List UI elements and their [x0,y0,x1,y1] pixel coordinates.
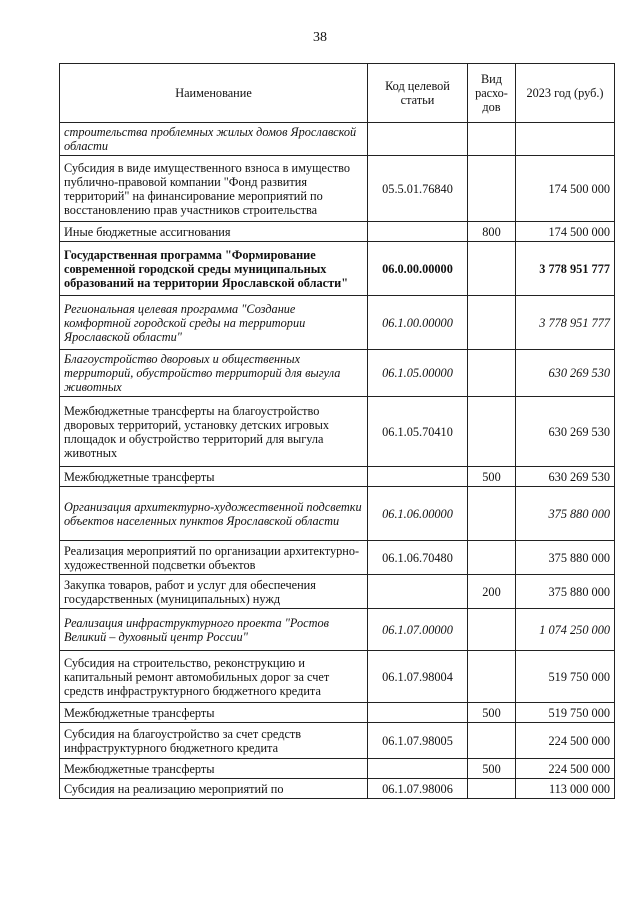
row-code-cell: 06.1.07.98005 [368,723,468,759]
table-row [60,575,615,609]
row-code-cell: 06.1.07.98004 [368,651,468,703]
row-kind-cell [468,296,516,350]
table-row [60,487,615,541]
row-name-cell: Субсидия в виде имущественного взноса в имущество публично-правовой компании "Фонд развития территорий" на финансирование мероприятий по восстановлению прав участников строительства [60,156,368,222]
page-number: 38 [313,30,327,45]
table-row [60,222,615,242]
row-name-cell: Реализация инфраструктурного проекта "Ростов Великий – духовный центр России" [60,609,368,651]
row-amount-cell: 224 500 000 [516,759,615,779]
row-amount-cell: 630 269 530 [516,397,615,467]
row-name-cell: Межбюджетные трансферты [60,467,368,487]
row-code-cell [368,467,468,487]
row-amount-cell: 375 880 000 [516,541,615,575]
row-amount-cell [516,123,615,156]
row-name-cell: Государственная программа "Формирование современной городской среды муниципальных образований на территории Ярославской области" [60,242,368,296]
table-row [60,703,615,723]
row-amount-cell: 519 750 000 [516,703,615,723]
row-amount-cell: 519 750 000 [516,651,615,703]
row-code-cell [368,123,468,156]
row-name-cell: Иные бюджетные ассигнования [60,222,368,242]
row-kind-cell: 500 [468,467,516,487]
row-kind-cell [468,609,516,651]
row-kind-cell: 200 [468,575,516,609]
table-row [60,350,615,397]
row-name-cell: Субсидия на строительство, реконструкцию и капитальный ремонт автомобильных дорог за счет средств инфраструктурного бюджетного кредита [60,651,368,703]
row-code-cell: 06.1.06.00000 [368,487,468,541]
table-row [60,779,615,799]
row-code-cell: 06.1.05.70410 [368,397,468,467]
row-name-cell: Региональная целевая программа "Создание комфортной городской среды на территории Ярославской области" [60,296,368,350]
row-kind-cell [468,651,516,703]
row-code-cell [368,759,468,779]
table-row [60,723,615,759]
row-code-cell: 06.1.05.00000 [368,350,468,397]
row-amount-cell: 174 500 000 [516,156,615,222]
row-amount-cell: 224 500 000 [516,723,615,759]
row-amount-cell: 375 880 000 [516,575,615,609]
header-amount: 2023 год (руб.) [516,64,615,123]
table-row [60,156,615,222]
row-name-cell: Реализация мероприятий по организации архитектурно-художественной подсветки объектов [60,541,368,575]
header-kind: Вид расхо-дов [468,64,516,123]
row-name-cell: Субсидия на реализацию мероприятий по [60,779,368,799]
row-amount-cell: 630 269 530 [516,350,615,397]
row-amount-cell: 174 500 000 [516,222,615,242]
row-code-cell: 06.1.07.98006 [368,779,468,799]
row-amount-cell: 375 880 000 [516,487,615,541]
header-name: Наименование [60,64,368,123]
row-code-cell: 06.0.00.00000 [368,242,468,296]
table-row [60,467,615,487]
row-name-cell: Межбюджетные трансферты на благоустройство дворовых территорий, установку детских игровых площадок и обустройство территорий для выгула животных [60,397,368,467]
row-code-cell [368,575,468,609]
row-amount-cell: 3 778 951 777 [516,296,615,350]
table-row [60,296,615,350]
row-amount-cell: 113 000 000 [516,779,615,799]
row-name-cell: Благоустройство дворовых и общественных территорий, обустройство территорий для выгула животных [60,350,368,397]
table-row [60,541,615,575]
row-kind-cell [468,156,516,222]
table-row [60,651,615,703]
row-code-cell: 06.1.06.70480 [368,541,468,575]
table-row [60,397,615,467]
row-name-cell: Закупка товаров, работ и услуг для обеспечения государственных (муниципальных) нужд [60,575,368,609]
budget-table [59,63,615,799]
row-kind-cell [468,242,516,296]
row-amount-cell: 630 269 530 [516,467,615,487]
row-kind-cell [468,397,516,467]
row-name-cell: строительства проблемных жилых домов Ярославской области [60,123,368,156]
row-code-cell [368,222,468,242]
row-code-cell [368,703,468,723]
row-amount-cell: 1 074 250 000 [516,609,615,651]
table-header-row [60,64,615,123]
row-kind-cell [468,779,516,799]
header-code: Код целевой статьи [368,64,468,123]
row-code-cell: 06.1.00.00000 [368,296,468,350]
row-amount-cell: 3 778 951 777 [516,242,615,296]
row-kind-cell [468,123,516,156]
row-name-cell: Организация архитектурно-художественной подсветки объектов населенных пунктов Ярославской области [60,487,368,541]
row-name-cell: Межбюджетные трансферты [60,703,368,723]
row-kind-cell [468,487,516,541]
row-name-cell: Межбюджетные трансферты [60,759,368,779]
row-name-cell: Субсидия на благоустройство за счет средств инфраструктурного бюджетного кредита [60,723,368,759]
row-kind-cell [468,723,516,759]
row-kind-cell: 800 [468,222,516,242]
row-code-cell: 06.1.07.00000 [368,609,468,651]
table-row [60,759,615,779]
row-kind-cell: 500 [468,759,516,779]
table-row [60,242,615,296]
row-code-cell: 05.5.01.76840 [368,156,468,222]
table-row [60,609,615,651]
row-kind-cell [468,350,516,397]
row-kind-cell [468,541,516,575]
table-row [60,123,615,156]
row-kind-cell: 500 [468,703,516,723]
